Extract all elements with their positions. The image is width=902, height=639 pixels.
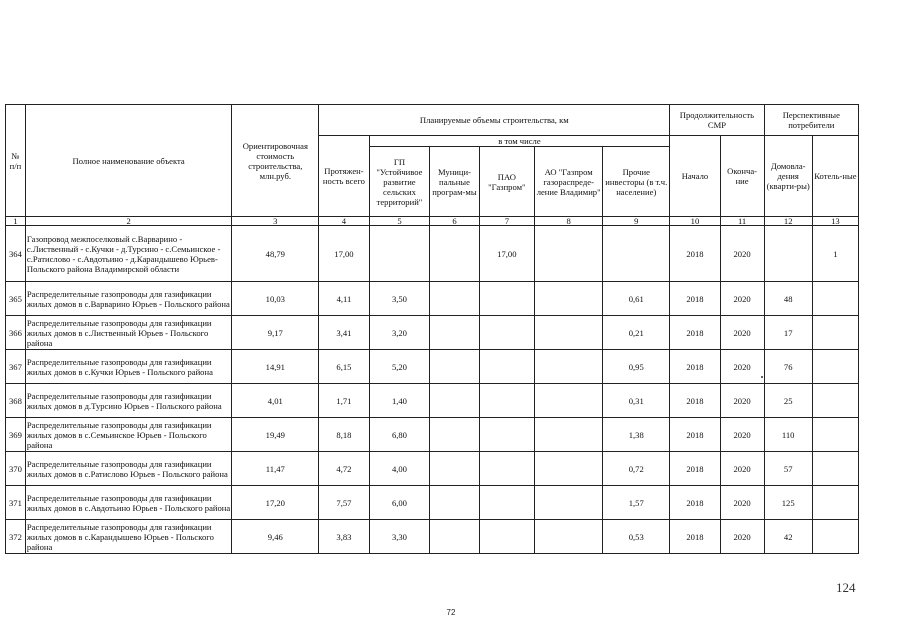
start-cell: 2018 (670, 486, 720, 520)
object-name: Распределительные газопроводы для газификации жилых домов в с.Семьинское Юрьев - Польского района (25, 418, 231, 452)
boilers-cell: 1 (812, 226, 858, 282)
gp-cell (369, 226, 430, 282)
households-cell: 42 (764, 520, 812, 554)
gazprom-distr-cell (535, 350, 603, 384)
table-row (6, 282, 859, 316)
table-row (6, 486, 859, 520)
header-start: Начало (670, 136, 720, 217)
boilers-cell (812, 452, 858, 486)
gazprom-cell (479, 282, 535, 316)
gazprom-distr-cell (535, 316, 603, 350)
municipal-cell (430, 350, 479, 384)
gp-cell: 3,50 (369, 282, 430, 316)
row-no: 372 (6, 520, 26, 554)
header-other: Прочие инвесторы (в т.ч. население) (603, 147, 670, 217)
end-cell: 2020 (720, 282, 764, 316)
municipal-cell (430, 452, 479, 486)
municipal-cell (430, 486, 479, 520)
gazprom-distr-cell (535, 282, 603, 316)
header-consumers: Перспективные потребители (764, 105, 858, 136)
col-number: 9 (603, 217, 670, 226)
row-no: 365 (6, 282, 26, 316)
gp-cell: 6,80 (369, 418, 430, 452)
households-cell: 17 (764, 316, 812, 350)
households-cell: 48 (764, 282, 812, 316)
header-no: № п/п (6, 105, 26, 217)
gazprom-distr-cell (535, 520, 603, 554)
table-body (6, 226, 859, 554)
gazprom-cell (479, 316, 535, 350)
boilers-cell (812, 486, 858, 520)
length-total-cell: 4,11 (319, 282, 369, 316)
cost-cell: 19,49 (232, 418, 319, 452)
gp-cell: 3,30 (369, 520, 430, 554)
col-number: 12 (764, 217, 812, 226)
other-cell (603, 226, 670, 282)
cost-cell: 4,01 (232, 384, 319, 418)
row-no: 371 (6, 486, 26, 520)
start-cell: 2018 (670, 452, 720, 486)
length-total-cell: 1,71 (319, 384, 369, 418)
end-cell: 2020 (720, 384, 764, 418)
row-no: 367 (6, 350, 26, 384)
cost-cell: 14,91 (232, 350, 319, 384)
col-number: 3 (232, 217, 319, 226)
table-row (6, 384, 859, 418)
col-number: 11 (720, 217, 764, 226)
municipal-cell (430, 316, 479, 350)
header-gazprom-distr: АО "Газпром газораспреде-ление Владимир" (535, 147, 603, 217)
start-cell: 2018 (670, 316, 720, 350)
row-no: 369 (6, 418, 26, 452)
table-row (6, 316, 859, 350)
households-cell (764, 226, 812, 282)
cost-cell: 9,46 (232, 520, 319, 554)
col-number: 5 (369, 217, 430, 226)
municipal-cell (430, 226, 479, 282)
header-duration: Продолжительность СМР (670, 105, 764, 136)
header-end: Оконча-ние (720, 136, 764, 217)
end-cell: 2020 (720, 226, 764, 282)
gp-cell: 6,00 (369, 486, 430, 520)
row-no: 368 (6, 384, 26, 418)
col-number: 4 (319, 217, 369, 226)
length-total-cell: 8,18 (319, 418, 369, 452)
gazprom-cell (479, 384, 535, 418)
gp-cell: 3,20 (369, 316, 430, 350)
households-cell: 110 (764, 418, 812, 452)
col-number: 2 (25, 217, 231, 226)
header-municipal: Муници-пальные програм-мы (430, 147, 479, 217)
boilers-cell (812, 282, 858, 316)
households-cell: 25 (764, 384, 812, 418)
col-number: 10 (670, 217, 720, 226)
row-no: 370 (6, 452, 26, 486)
length-total-cell: 6,15 (319, 350, 369, 384)
start-cell: 2018 (670, 350, 720, 384)
header-name: Полное наименование объекта (25, 105, 231, 217)
row-no: 366 (6, 316, 26, 350)
other-cell: 0,95 (603, 350, 670, 384)
gazprom-distr-cell (535, 418, 603, 452)
length-total-cell: 3,41 (319, 316, 369, 350)
gas-pipeline-table (5, 104, 859, 554)
column-number-row (6, 217, 859, 226)
page-number: 124 (836, 580, 856, 595)
row-no: 364 (6, 226, 26, 282)
end-cell: 2020 (720, 452, 764, 486)
gp-cell: 5,20 (369, 350, 430, 384)
end-cell: 2020 (720, 350, 764, 384)
gazprom-distr-cell (535, 384, 603, 418)
object-name: Газопровод межпоселковый с.Варварино - с.Лиственный - с.Кучки - д.Турсино - с.Семьинское - с.Ратислово - с.Авдотьино - д.Карандышево Юрьев-Польского района Владимирской области (25, 226, 231, 282)
households-cell: 76 (764, 350, 812, 384)
col-number: 8 (535, 217, 603, 226)
municipal-cell (430, 282, 479, 316)
header-volumes: Планируемые объемы строительства, км (319, 105, 670, 136)
other-cell: 1,57 (603, 486, 670, 520)
header-gazprom: ПАО "Газпром" (479, 147, 535, 217)
object-name: Распределительные газопроводы для газификации жилых домов в с.Ратислово Юрьев - Польского района (25, 452, 231, 486)
header-boilers: Котель-ные (812, 136, 858, 217)
gazprom-distr-cell (535, 486, 603, 520)
other-cell: 0,31 (603, 384, 670, 418)
length-total-cell: 17,00 (319, 226, 369, 282)
households-cell: 57 (764, 452, 812, 486)
object-name: Распределительные газопроводы для газификации жилых домов в д.Турсино Юрьев - Польского района (25, 384, 231, 418)
start-cell: 2018 (670, 384, 720, 418)
header-households: Домовла-дения (кварти-ры) (764, 136, 812, 217)
municipal-cell (430, 520, 479, 554)
gazprom-cell: 17,00 (479, 226, 535, 282)
col-number: 7 (479, 217, 535, 226)
cost-cell: 11,47 (232, 452, 319, 486)
gp-cell: 1,40 (369, 384, 430, 418)
header-gp: ГП "Устойчивое развитие сельских территорий" (369, 147, 430, 217)
gazprom-cell (479, 486, 535, 520)
start-cell: 2018 (670, 226, 720, 282)
boilers-cell (812, 520, 858, 554)
object-name: Распределительные газопроводы для газификации жилых домов в с.Авдотьино Юрьев - Польского района (25, 486, 231, 520)
gazprom-distr-cell (535, 226, 603, 282)
end-cell: 2020 (720, 316, 764, 350)
object-name: Распределительные газопроводы для газификации жилых домов в с.Варварино Юрьев - Польского района (25, 282, 231, 316)
gazprom-cell (479, 520, 535, 554)
cost-cell: 9,17 (232, 316, 319, 350)
other-cell: 0,21 (603, 316, 670, 350)
object-name: Распределительные газопроводы для газификации жилых домов в с.Лиственный Юрьев - Польского района (25, 316, 231, 350)
boilers-cell (812, 350, 858, 384)
gazprom-cell (479, 452, 535, 486)
other-cell: 0,72 (603, 452, 670, 486)
page-counter: 72 (446, 608, 456, 617)
col-number: 13 (812, 217, 858, 226)
other-cell: 1,38 (603, 418, 670, 452)
gazprom-distr-cell (535, 452, 603, 486)
other-cell: 0,61 (603, 282, 670, 316)
table-row (6, 520, 859, 554)
end-cell: 2020 (720, 418, 764, 452)
other-cell: 0,53 (603, 520, 670, 554)
gazprom-cell (479, 418, 535, 452)
gazprom-cell (479, 350, 535, 384)
start-cell: 2018 (670, 282, 720, 316)
municipal-cell (430, 418, 479, 452)
table-row (6, 418, 859, 452)
start-cell: 2018 (670, 520, 720, 554)
households-cell: 125 (764, 486, 812, 520)
cost-cell: 10,03 (232, 282, 319, 316)
object-name: Распределительные газопроводы для газификации жилых домов в с.Кучки Юрьев - Польского района (25, 350, 231, 384)
end-cell: 2020 (720, 520, 764, 554)
table-row (6, 452, 859, 486)
boilers-cell (812, 316, 858, 350)
col-number: 1 (6, 217, 26, 226)
length-total-cell: 7,57 (319, 486, 369, 520)
cost-cell: 17,20 (232, 486, 319, 520)
scan-speck (761, 376, 763, 378)
start-cell: 2018 (670, 418, 720, 452)
object-name: Распределительные газопроводы для газификации жилых домов в с.Карандышево Юрьев - Польского района (25, 520, 231, 554)
length-total-cell: 3,83 (319, 520, 369, 554)
boilers-cell (812, 418, 858, 452)
end-cell: 2020 (720, 486, 764, 520)
gp-cell: 4,00 (369, 452, 430, 486)
table-row (6, 226, 859, 282)
header-length-total: Протяжен-ность всего (319, 136, 369, 217)
header-incl: в том числе (369, 136, 670, 147)
table-row (6, 350, 859, 384)
boilers-cell (812, 384, 858, 418)
length-total-cell: 4,72 (319, 452, 369, 486)
municipal-cell (430, 384, 479, 418)
cost-cell: 48,79 (232, 226, 319, 282)
col-number: 6 (430, 217, 479, 226)
header-cost: Ориентировочная стоимость строительства, млн.руб. (232, 105, 319, 217)
